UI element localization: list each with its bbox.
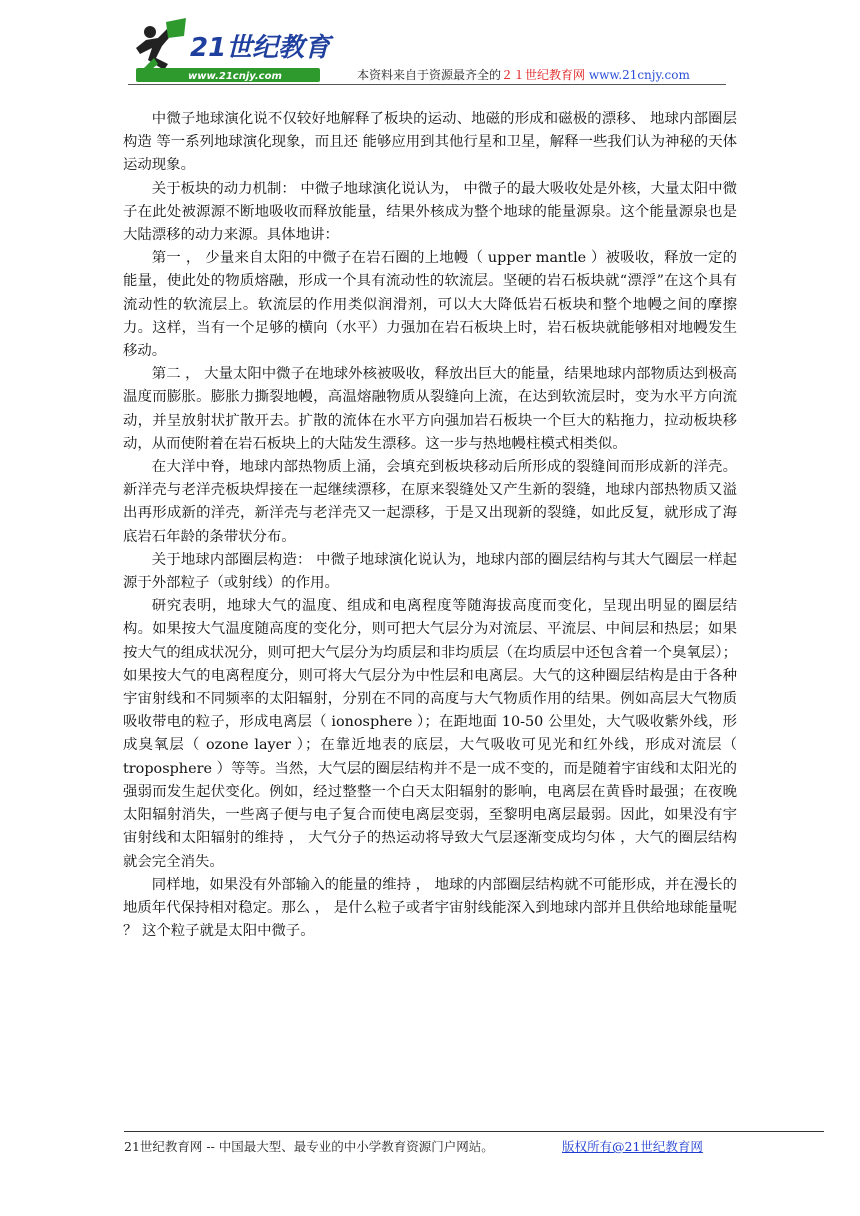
paragraph: 在大洋中脊，地球内部热物质上涌，会填充到板块移动后所形成的裂缝间而形成新的洋壳。新洋壳与老洋壳板块焊接在一起继续漂移，在原来裂缝处又产生新的裂缝，地球内部热物质又溢出再形成新的洋壳，新洋壳与老洋壳又一起漂移，于是又出现新的裂缝，如此反复，就形成了海底岩石年龄的条带状分布。 bbox=[123, 459, 737, 545]
paragraph: 关于地球内部圈层构造： 中微子地球演化说认为，地球内部的圈层结构与其大气圈层一样起源于外部粒子（或射线）的作用。 bbox=[123, 551, 737, 592]
header-note-prefix: 本资料来自于资源最齐全的 bbox=[357, 68, 502, 82]
header-note-highlight: ２１世纪教育网 bbox=[501, 68, 586, 82]
running-figure-icon bbox=[136, 18, 186, 74]
paragraph: 第二 ， 大量太阳中微子在地球外核被吸收，释放出巨大的能量，结果地球内部物质达到极高温度而膨胀。膨胀力撕裂地幔，高温熔融物质从裂缝向上流，在达到软流层时，变为水平方向流动，并呈放射状扩散开去。扩散的流体在水平方向强加岩石板块一个巨大的粘拖力，拉动板块移动，从而使附着在岩石板块上的大陆发生漂移。这一步与热地幔柱模式相类似。 bbox=[123, 366, 737, 452]
paragraph: 第一 ， 少量来自太阳的中微子在岩石圈的上地幔（ upper mantle ）被吸收，释放一定的能量，使此处的物质熔融，形成一个具有流动性的软流层。坚硬的岩石板块就“漂浮”在这个具有流动性的软流层上。软流层的作用类似润滑剂，可以大大降低岩石板块和整个地幔之间的摩擦力。这样，当有一个足够的横向（水平）力强加在岩石板块上时，岩石板块就能够相对地幔发生移动。 bbox=[123, 250, 737, 360]
logo-text: 21世纪教育 bbox=[190, 33, 331, 63]
header-note bbox=[357, 66, 690, 83]
paragraph: 关于板块的动力机制： 中微子地球演化说认为， 中微子的最大吸收处是外核，大量太阳中微子在此处被源源不断地吸收而释放能量，结果外核成为整个地球的能量源泉。这个能量源泉也是大陆漂移的动力来源。具体地讲： bbox=[123, 180, 737, 244]
footer-text: 21世纪教育网 -- 中国最大型、最专业的中小学教育资源门户网站。 bbox=[124, 1139, 494, 1154]
article-body bbox=[123, 108, 737, 943]
page-header bbox=[0, 0, 860, 90]
paragraph: 中微子地球演化说不仅较好地解释了板块的运动、地磁的形成和磁极的漂移、 地球内部圈层构造 等一系列地球演化现象，而且还 能够应用到其他行星和卫星，解释一些我们认为神秘的天体运动现象。 bbox=[123, 111, 737, 174]
paragraph: 研究表明，地球大气的温度、组成和电离程度等随海拔高度而变化，呈现出明显的圈层结构。如果按大气温度随高度的变化分，则可把大气层分为对流层、平流层、中间层和热层；如果按大气的组成状况分，则可把大气层分为均质层和非均质层（在均质层中还包含着一个臭氧层）；如果按大气的电离程度分，则可将大气层分为中性层和电离层。大气的这种圈层结构是由于各种宇宙射线和不同频率的太阳辐射，分别在不同的高度与大气物质作用的结果。例如高层大气物质吸收带电的粒子，形成电离层（ ionosphere ）；在距地面 10-50 公里处，大气吸收紫外线，形成臭氧层（ ozone layer ）；在靠近地表的底层，大气吸收可见光和红外线，形成对流层（ troposphere ）等等。当然，大气层的圈层结构并不是一成不变的，而是随着宇宙线和太阳光的强弱而发生起伏变化。例如，经过整整一个白天太阳辐射的影响，电离层在黄昏时最强；在夜晚太阳辐射消失，一些离子便与电子复合而使电离层变弱，至黎明电离层最弱。因此，如果没有宇宙射线和太阳辐射的维持 ， 大气分子的热运动将导致大气层逐渐变成均匀体 ，大气的圈层结构就会完全消失。 bbox=[123, 598, 737, 870]
footer-divider bbox=[124, 1131, 824, 1132]
page-footer bbox=[124, 1137, 824, 1155]
site-logo[interactable] bbox=[128, 14, 338, 84]
logo-url: www.21cnjy.com bbox=[188, 71, 282, 82]
copyright-link[interactable]: 版权所有@21世纪教育网 bbox=[562, 1139, 703, 1154]
header-divider bbox=[128, 84, 726, 85]
paragraph: 同样地，如果没有外部输入的能量的维持 ， 地球的内部圈层结构就不可能形成，并在漫长的地质年代保持相对稳定。那么 ， 是什么粒子或者宇宙射线能深入到地球内部并且供给地球能量呢 ？ 这个粒子就是太阳中微子。 bbox=[123, 876, 737, 940]
header-site-link[interactable]: www.21cnjy.com bbox=[588, 68, 690, 82]
